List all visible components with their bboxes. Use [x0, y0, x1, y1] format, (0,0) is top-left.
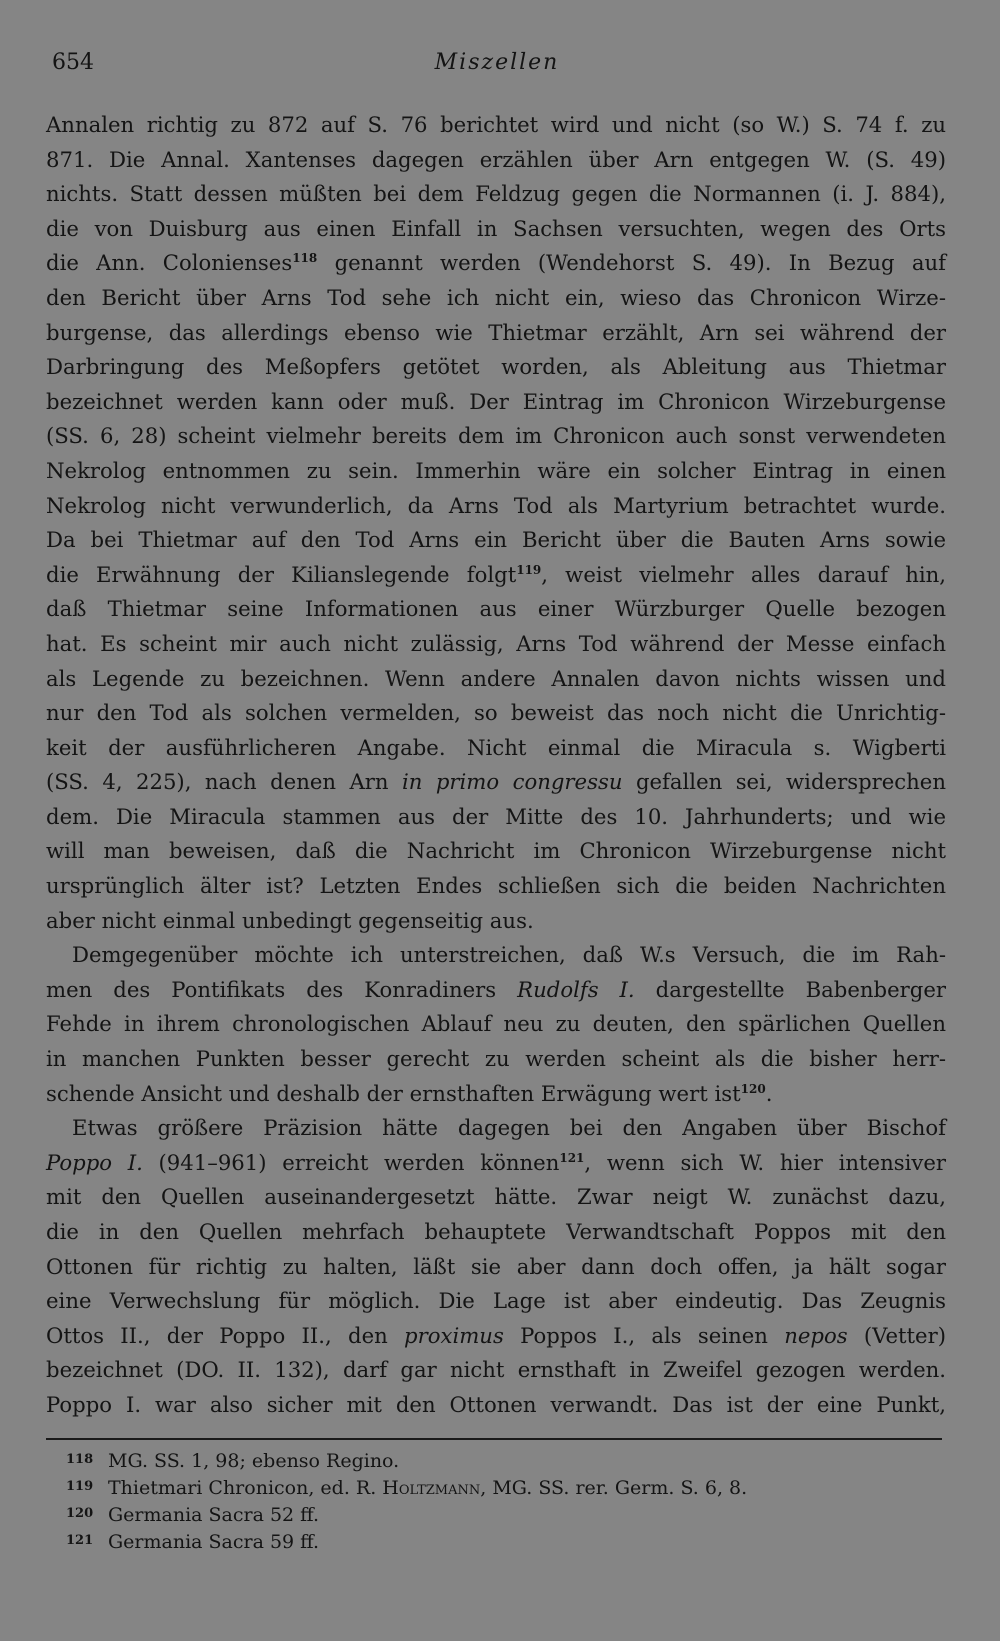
footnote-number: 121 — [66, 1533, 94, 1548]
text-line: mit den Quellen auseinandergesetzt hätte. Zwar neigt W. zunächst dazu, — [46, 1184, 946, 1210]
footnote-text: Germania Sacra 59 ff. — [108, 1531, 320, 1553]
text-line: will man beweisen, daß die Nachricht im Chronicon Wirzeburgense nicht — [46, 838, 946, 864]
text-line — [46, 765, 946, 800]
footnote-number: 118 — [66, 1452, 94, 1467]
text-segment: gefallen sei, widersprechen — [622, 769, 946, 795]
text-line — [46, 1077, 946, 1112]
text-line: bezeichnet (DO. II. 132), darf gar nicht ernsthaft in Zweifel gezogen werden. — [46, 1357, 946, 1383]
text-line: als Legende zu bezeichnen. Wenn andere Annalen davon nichts wissen und — [46, 665, 946, 691]
text-segment: Poppos I., als seinen — [503, 1322, 785, 1348]
italic-phrase: Rudolfs I. — [517, 976, 635, 1002]
running-title: Miszellen — [434, 50, 560, 75]
text-line: Ottonen für richtig zu halten, läßt sie aber dann doch offen, ja hält sogar — [46, 1253, 946, 1279]
text-segment: schende Ansicht und deshalb der ernsthaften Erwägung wert ist — [46, 1080, 741, 1106]
footnote-number: 120 — [66, 1506, 94, 1521]
page-header — [52, 50, 942, 86]
text-line: Nekrolog nicht verwunderlich, da Arns Tod als Martyrium betrachtet wurde. — [46, 492, 946, 518]
footnote-divider — [46, 1438, 942, 1440]
footnote-text: Thietmari Chronicon, ed. R. — [108, 1477, 383, 1499]
text-line: Nekrolog entnommen zu sein. Immerhin wäre ein solcher Eintrag in einen — [46, 457, 946, 483]
text-line: keit der ausführlicheren Angabe. Nicht einmal die Miracula s. Wigberti — [46, 734, 946, 760]
footnote-text: , MG. SS. rer. Germ. S. 6, 8. — [480, 1477, 748, 1499]
footnote-text: MG. SS. 1, 98; ebenso Regino. — [108, 1450, 400, 1472]
text-segment: die Erwähnung der Kilianslegende folgt — [46, 561, 517, 587]
text-segment: , wenn sich W. hier intensiver — [584, 1149, 947, 1175]
text-line: (SS. 6, 28) scheint vielmehr bereits dem im Chronicon auch sonst verwendeten — [46, 423, 946, 449]
body-text — [46, 108, 946, 1423]
text-line: eine Verwechslung für möglich. Die Lage ist aber eindeutig. Das Zeugnis — [46, 1288, 946, 1314]
text-segment: genannt werden (Wendehorst S. 49). In Bezug auf — [317, 250, 946, 276]
text-line — [46, 1319, 946, 1354]
text-segment: (SS. 4, 225), nach denen Arn — [46, 769, 402, 795]
text-line: Etwas größere Präzision hätte dagegen bei den Angaben über Bischof — [72, 1115, 946, 1141]
text-line: Annalen richtig zu 872 auf S. 76 berichtet wird und nicht (so W.) S. 74 f. zu — [46, 112, 946, 137]
italic-phrase: in primo congressu — [401, 769, 623, 795]
text-line: bezeichnet werden kann oder muß. Der Eintrag im Chronicon Wirzeburgense — [46, 388, 946, 414]
text-line: Darbringung des Meßopfers getötet worden, als Ableitung aus Thietmar — [46, 354, 946, 380]
italic-phrase: Poppo I. — [46, 1149, 143, 1175]
text-line: in manchen Punkten besser gerecht zu werden scheint als die bisher herr- — [46, 1046, 946, 1072]
text-line: Poppo I. war also sicher mit den Ottonen verwandt. Das ist der eine Punkt, — [46, 1391, 946, 1417]
text-line — [46, 246, 946, 281]
text-line: nur den Tod als solchen vermelden, so beweist das noch nicht die Unrichtig- — [46, 700, 946, 726]
text-segment: men des Pontifikats des Konradiners — [46, 976, 518, 1002]
text-segment: , weist vielmehr alles darauf hin, — [541, 561, 946, 587]
text-line: daß Thietmar seine Informationen aus einer Würzburger Quelle bezogen — [46, 596, 946, 622]
text-segment: Ottos II., der Poppo II., den — [46, 1322, 405, 1348]
text-line — [46, 973, 946, 1008]
footnote-text: Germania Sacra 52 ff. — [108, 1504, 320, 1526]
footnote-ref-120: 120 — [740, 1081, 766, 1096]
text-line: den Bericht über Arns Tod sehe ich nicht ein, wieso das Chronicon Wirze- — [46, 284, 946, 310]
text-line: ursprünglich älter ist? Letzten Endes schließen sich die beiden Nachrichten — [46, 873, 946, 899]
text-segment: dargestellte Babenberger — [634, 976, 946, 1002]
text-line: dem. Die Miracula stammen aus der Mitte des 10. Jahrhunderts; und wie — [46, 803, 946, 829]
text-line: die von Duisburg aus einen Einfall in Sachsen versuchten, wegen des Orts — [46, 215, 946, 241]
footnote-118 — [66, 1446, 936, 1473]
text-line — [46, 558, 946, 593]
text-line: burgense, das allerdings ebenso wie Thietmar erzählt, Arn sei während der — [46, 319, 946, 345]
footnote-ref-121: 121 — [559, 1150, 585, 1165]
text-segment: (Vetter) — [847, 1322, 946, 1348]
italic-phrase: nepos — [784, 1322, 848, 1348]
text-line: die in den Quellen mehrfach behauptete Verwandtschaft Poppos mit den — [46, 1219, 946, 1244]
text-line: Demgegenüber möchte ich unterstreichen, daß W.s Versuch, die im Rah- — [72, 942, 946, 968]
text-line: hat. Es scheint mir auch nicht zulässig, Arns Tod während der Messe einfach — [46, 630, 946, 656]
text-line: Da bei Thietmar auf den Tod Arns ein Bericht über die Bauten Arns sowie — [46, 527, 946, 553]
footnotes — [66, 1446, 936, 1554]
text-segment: die Ann. Colonienses — [46, 250, 293, 276]
page-number: 654 — [52, 50, 94, 75]
text-line: aber nicht einmal unbedingt gegenseitig aus. — [46, 907, 534, 933]
text-line — [46, 1146, 946, 1181]
footnote-ref-118: 118 — [292, 251, 318, 266]
text-line: nichts. Statt dessen müßten bei dem Feldzug gegen die Normannen (i. J. 884), — [46, 181, 946, 207]
text-line: 871. Die Annal. Xantenses dagegen erzählen über Arn entgegen W. (S. 49) — [46, 146, 946, 172]
italic-phrase: proximus — [404, 1322, 504, 1348]
footnote-ref-119: 119 — [516, 562, 542, 577]
author-name: Holtzmann — [382, 1477, 481, 1499]
footnote-120 — [66, 1500, 936, 1527]
footnote-119 — [66, 1473, 936, 1500]
text-line: Fehde in ihrem chronologischen Ablauf neu zu deuten, den spärlichen Quellen — [46, 1011, 946, 1037]
text-segment: . — [765, 1080, 773, 1106]
footnote-121 — [66, 1527, 936, 1554]
footnote-number: 119 — [66, 1479, 94, 1494]
text-segment: (941–961) erreicht werden können — [142, 1149, 560, 1175]
